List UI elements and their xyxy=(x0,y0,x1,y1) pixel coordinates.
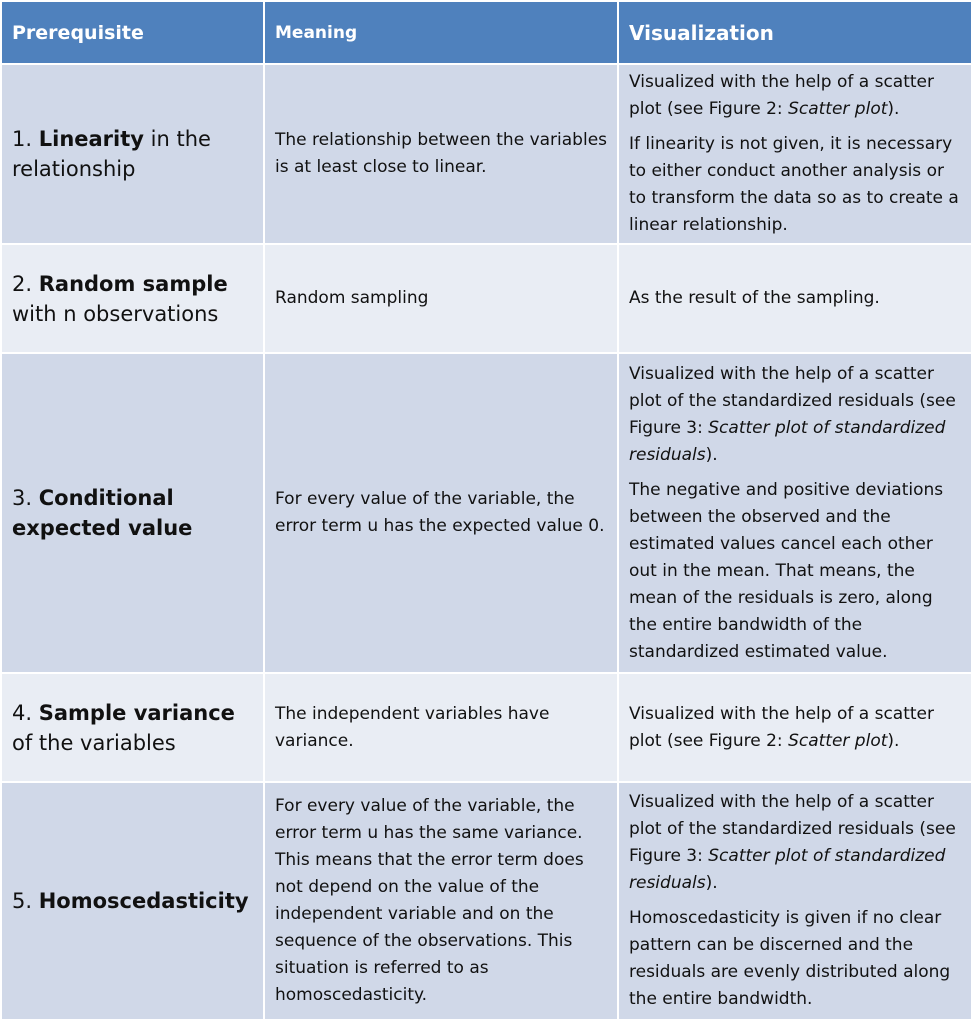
prerequisite-number: 4. xyxy=(12,700,33,725)
visualization-cell xyxy=(618,673,971,782)
meaning-cell: The independent variables have variance. xyxy=(264,673,618,782)
vis-text: ). xyxy=(887,730,900,751)
prerequisite-rest: of the variables xyxy=(12,730,176,755)
prerequisite-term: Conditional expected value xyxy=(12,486,193,540)
vis-text: Visualized with the help of a scatter plot of the standardized residuals (see Figure 3: xyxy=(629,792,956,866)
header-visualization: Visualization xyxy=(618,1,971,64)
table-row xyxy=(1,244,971,353)
prerequisite-rest: in the relationship xyxy=(12,127,211,181)
prerequisite-number: 5. xyxy=(12,889,33,913)
visualization-paragraph: Homoscedasticity is given if no clear pattern can be discerned and the residuals are evenly distributed along the entire bandwidth. xyxy=(629,908,951,1009)
prerequisite-rest: with n observations xyxy=(12,301,219,326)
visualization-cell xyxy=(618,353,971,673)
visualization-paragraph: As the result of the sampling. xyxy=(629,288,880,308)
prerequisite-term: Sample variance xyxy=(38,700,235,725)
prerequisite-number: 1. xyxy=(12,127,33,151)
figure-ref: Scatter plot xyxy=(788,99,888,119)
visualization-paragraph xyxy=(629,361,961,469)
prerequisite-term: Homoscedasticity xyxy=(38,889,249,913)
vis-text: Visualized with the help of a scatter plot of the standardized residuals (see Figure 3: xyxy=(629,363,956,438)
meaning-cell: For every value of the variable, the error term u has the expected value 0. xyxy=(264,353,618,673)
vis-text: ). xyxy=(705,444,718,465)
prerequisite-cell xyxy=(1,673,264,782)
prerequisite-number: 3. xyxy=(12,486,33,510)
prerequisite-term: Linearity xyxy=(38,127,144,151)
table-row xyxy=(1,673,971,782)
visualization-cell xyxy=(618,244,971,353)
prerequisite-cell xyxy=(1,782,264,1020)
header-row xyxy=(1,1,971,64)
prerequisite-number: 2. xyxy=(12,271,33,296)
meaning-cell: The relationship between the variables is at least close to linear. xyxy=(264,64,618,244)
visualization-paragraph xyxy=(629,69,961,123)
figure-ref: Scatter plot xyxy=(788,730,888,751)
vis-text: ). xyxy=(887,99,900,119)
vis-text: Visualized with the help of a scatter plot (see Figure 2: xyxy=(629,72,934,119)
visualization-cell xyxy=(618,782,971,1020)
visualization-paragraph xyxy=(629,701,961,755)
prerequisite-cell xyxy=(1,64,264,244)
table-row xyxy=(1,353,971,673)
header-prerequisite: Prerequisite xyxy=(1,1,264,64)
meaning-cell: Random sampling xyxy=(264,244,618,353)
prerequisite-cell xyxy=(1,244,264,353)
visualization-paragraph: The negative and positive deviations between the observed and the estimated values cancel each other out in the mean. That means, the mean of the residuals is zero, along the entire bandwidth of the standardized estimated value. xyxy=(629,479,944,662)
meaning-cell: For every value of the variable, the error term u has the same variance. This means that the error term does not depend on the value of the independent variable and on the sequence of the observations. This situation is referred to as homoscedasticity. xyxy=(264,782,618,1020)
vis-text: ). xyxy=(705,873,718,893)
vis-text: Visualized with the help of a scatter plot (see Figure 2: xyxy=(629,703,934,751)
header-meaning: Meaning xyxy=(264,1,618,64)
visualization-cell xyxy=(618,64,971,244)
table-row xyxy=(1,64,971,244)
prerequisite-cell xyxy=(1,353,264,673)
prerequisite-term: Random sample xyxy=(38,271,228,296)
visualization-paragraph: If linearity is not given, it is necessary to either conduct another analysis or to transform the data so as to create a linear relationship. xyxy=(629,134,959,235)
figure-ref: Scatter plot of standardized residuals xyxy=(629,417,946,465)
table-row xyxy=(1,782,971,1020)
figure-ref: Scatter plot of standardized residuals xyxy=(629,846,946,893)
visualization-paragraph xyxy=(629,789,961,897)
